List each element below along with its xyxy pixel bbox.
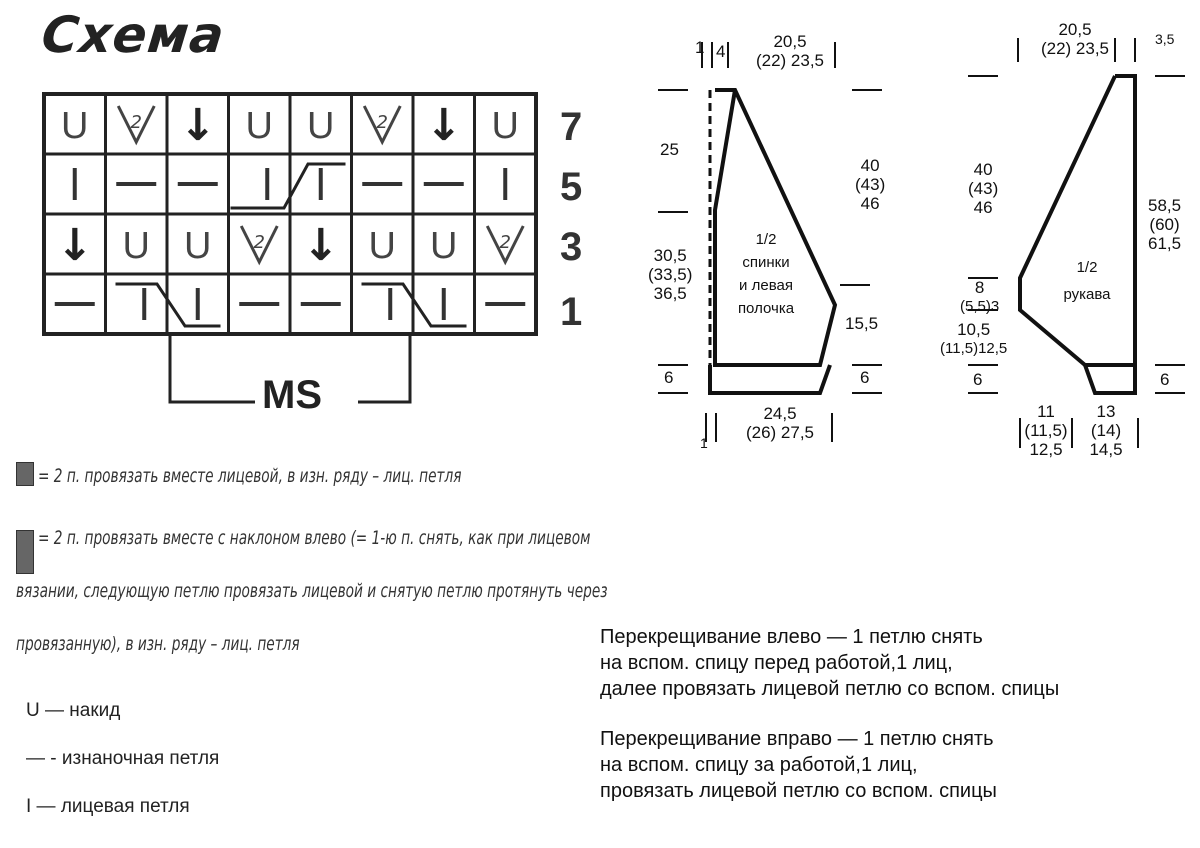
dim-line: 58,5 <box>1148 196 1182 215</box>
dim-line: (22) 23,5 <box>1040 39 1110 58</box>
ssk-arrow-symbol: ↓ <box>179 100 217 151</box>
label-line: спинки <box>742 254 790 271</box>
chart-grid <box>44 94 536 334</box>
ms-label: MS <box>262 373 322 417</box>
dim-line: 10,5 <box>957 320 991 339</box>
row-number-7: 7 <box>560 105 583 149</box>
legend-k2tog <box>16 462 34 491</box>
back-bottom-width <box>725 404 835 442</box>
dim-line: 61,5 <box>1148 234 1182 253</box>
k2tog-number: 2 <box>130 112 142 133</box>
yarn-over-symbol: U <box>491 105 519 147</box>
note-left-cross-line: Перекрещивание влево — 1 петлю снять <box>600 626 983 648</box>
label-line: полочка <box>737 300 795 317</box>
knitting-chart <box>40 90 600 420</box>
yarn-over-symbol: U <box>307 105 335 147</box>
back-top-width <box>740 32 840 70</box>
label-line: 1/2 <box>1076 259 1098 276</box>
dim-line: (26) 27,5 <box>745 423 815 442</box>
note-right-cross <box>600 726 997 804</box>
note-left-cross <box>600 624 1059 702</box>
dim-line: 30,5 <box>653 246 687 265</box>
back-top-small-1: 1 <box>695 38 705 57</box>
dim-line: (22) 23,5 <box>755 51 825 70</box>
back-left-upper: 25 <box>660 140 679 159</box>
dim-line: 20,5 <box>1058 20 1092 39</box>
k2tog-number: 2 <box>253 232 265 253</box>
yarn-over-symbol: U <box>122 225 150 267</box>
legend-purl: — - изнаночная петля <box>26 748 220 769</box>
yarn-over-symbol: U <box>368 225 396 267</box>
sleeve-left-upper <box>968 160 998 217</box>
ssk-icon <box>16 530 34 574</box>
dim-line: 20,5 <box>773 32 807 51</box>
yarn-over-symbol: U <box>430 225 458 267</box>
dim-line: (60) <box>1149 215 1180 234</box>
ssk-arrow-symbol: ↓ <box>56 220 94 271</box>
sleeve-cuff <box>1085 365 1135 393</box>
k2tog-number: 2 <box>499 232 511 253</box>
note-left-cross-line: на вспом. спицу перед работой,1 лиц, <box>600 652 953 674</box>
dim-line: (11,5)12,5 <box>940 340 1008 357</box>
back-left-mid <box>648 246 692 303</box>
sleeve-label <box>1062 258 1112 304</box>
dim-line: 46 <box>973 198 993 217</box>
dim-line: 36,5 <box>653 284 687 303</box>
dim-line: 12,5 <box>1029 440 1063 459</box>
dim-line: 40 <box>860 156 880 175</box>
sleeve-left-mid2 <box>940 320 1007 358</box>
back-label <box>726 230 806 318</box>
back-right-mid: 15,5 <box>845 314 879 333</box>
dim-line: 8 <box>974 278 985 297</box>
sleeve-right-upper <box>1148 196 1181 253</box>
dim-line: (5,5)3 <box>960 298 1000 315</box>
legend-k2tog-text: = 2 п. провязать вместе лицевой, в изн. ряду – лиц. петля <box>38 465 462 487</box>
sleeve-top-small: 3,5 <box>1155 31 1175 47</box>
dim-line: 40 <box>973 160 993 179</box>
legend-ssk <box>16 530 34 579</box>
back-bottom-small: 1 <box>700 435 708 451</box>
cable-cross-line <box>231 164 346 208</box>
dim-line: 11 <box>1037 402 1055 421</box>
sleeve-outline <box>1020 76 1135 365</box>
ssk-arrow-symbol: ↓ <box>302 220 340 271</box>
k2tog-icon <box>16 462 34 486</box>
dim-line: 14,5 <box>1089 440 1123 459</box>
back-outline <box>715 90 835 365</box>
sleeve-bottom-left <box>1018 402 1074 459</box>
yarn-over-symbol: U <box>184 225 212 267</box>
ssk-arrow-symbol: ↓ <box>425 100 463 151</box>
k2tog-number: 2 <box>376 112 388 133</box>
note-left-cross-line: далее провязать лицевой петлю со вспом. спицы <box>600 678 1060 700</box>
dim-line: (33,5) <box>648 265 693 284</box>
back-right-upper <box>855 156 885 213</box>
sleeve-bottom-right <box>1078 402 1134 459</box>
sleeve-top-width <box>1025 20 1125 58</box>
back-top-small-4: 4 <box>716 42 726 61</box>
legend-yo: U — накид <box>26 700 121 721</box>
back-right-bottom: 6 <box>860 368 870 387</box>
dim-line: (11,5) <box>1024 421 1068 440</box>
label-line: и левая <box>739 277 793 294</box>
back-left-bottom: 6 <box>664 368 674 387</box>
back-hem <box>710 365 830 393</box>
sleeve-left-mid1 <box>960 278 999 316</box>
schema-title: Схема <box>38 6 228 64</box>
legend-ssk-line2: вязании, следующую петлю провязать лицевой и снятую петлю протянуть через <box>16 580 608 602</box>
legend-ssk-line3: провязанную), в изн. ряду – лиц. петля <box>16 633 300 655</box>
sleeve-left-bottom: 6 <box>973 370 983 389</box>
dim-line: (43) <box>855 175 886 194</box>
dim-line: 24,5 <box>763 404 797 423</box>
yarn-over-symbol: U <box>245 105 273 147</box>
dim-line: (14) <box>1090 421 1122 440</box>
legend-knit: I — лицевая петля <box>26 796 190 817</box>
note-right-cross-line: провязать лицевой петлю со вспом. спицы <box>600 780 997 802</box>
dim-line: 46 <box>860 194 880 213</box>
label-line: 1/2 <box>755 231 777 248</box>
row-number-3: 3 <box>560 225 583 269</box>
note-right-cross-line: на вспом. спицу за работой,1 лиц, <box>600 754 918 776</box>
dim-line: 13 <box>1096 402 1116 421</box>
legend-ssk-line1: = 2 п. провязать вместе с наклоном влево (= 1-ю п. снять, как при лицевом <box>38 527 591 549</box>
sleeve-right-bottom: 6 <box>1160 370 1170 389</box>
label-line: рукава <box>1063 286 1111 303</box>
yarn-over-symbol: U <box>61 105 89 147</box>
row-number-5: 5 <box>560 165 583 209</box>
row-number-1: 1 <box>560 290 583 334</box>
note-right-cross-line: Перекрещивание вправо — 1 петлю снять <box>600 728 994 750</box>
dim-line: (43) <box>968 179 999 198</box>
